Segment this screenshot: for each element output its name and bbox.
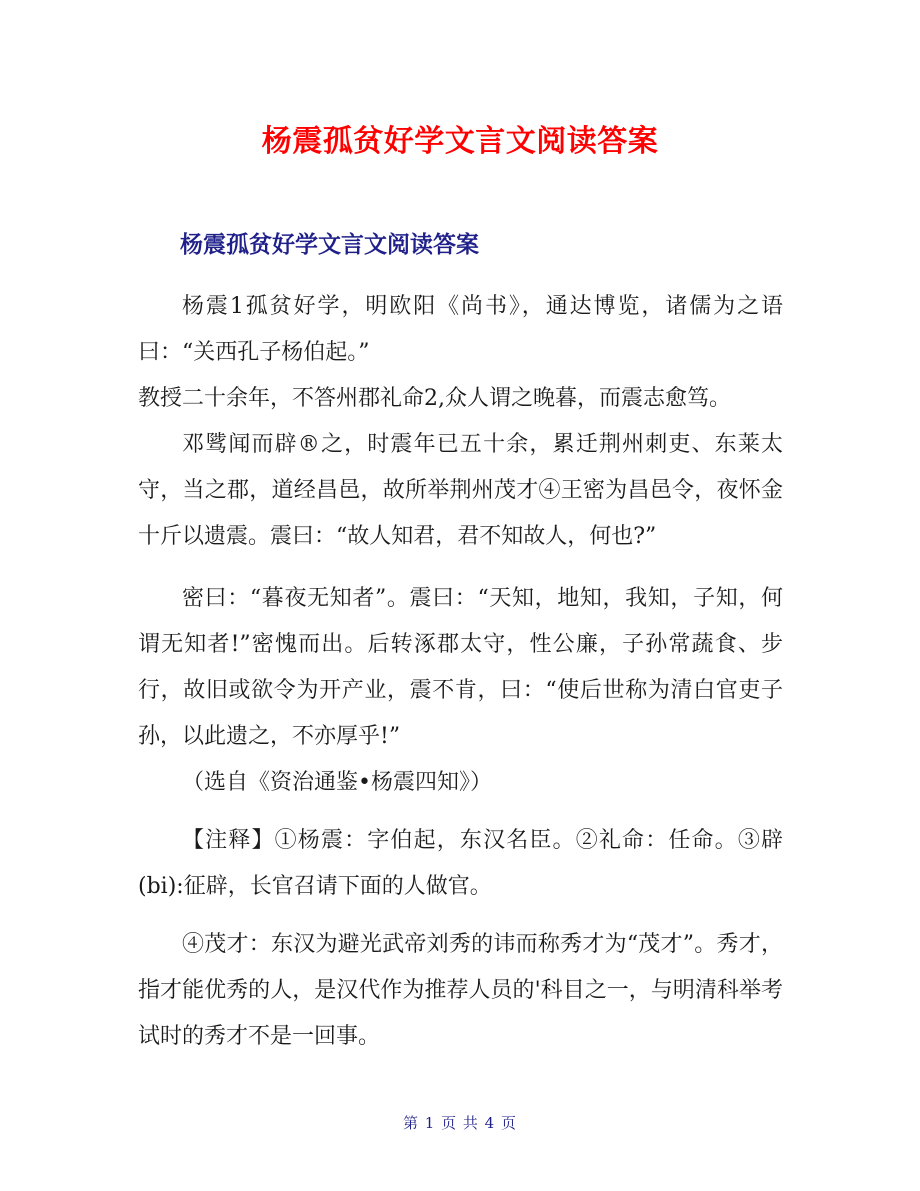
section-heading: 杨震孤贫好学文言文阅读答案 <box>180 232 479 258</box>
paragraph-2: 教授二十余年，不答州郡礼命2,众人谓之晚暮，而震志愈笃。 <box>138 386 731 411</box>
source-citation: （选自《资治通鉴•杨震四知》） <box>182 770 492 795</box>
document-title: 杨震孤贫好学文言文阅读答案 <box>261 124 659 159</box>
paragraph-4: 密曰：“暮夜无知者”。震曰：“天知，地知，我知，子知，何谓无知者!”密愧而出。后转涿郡太守，性公廉，子孙常蔬食、步行，故旧或欲令为开产业，震不肯，曰：“使后世称为清白官吏子孙，以此遗之，不亦厚乎!” <box>138 586 783 749</box>
paragraph-3: 邓骘闻而辟®之，时震年已五十余，累迁荆州刺吏、东莱太守，当之郡，道经昌邑，故所举荆州茂才④王密为昌邑令，夜怀金十斤以遗震。震曰：“故人知君，君不知故人，何也?” <box>138 432 783 549</box>
article-body <box>138 284 783 1060</box>
paragraph-1: 杨震1孤贫好学，明欧阳《尚书》，通达博览，诸儒为之语曰：“关西孔子杨伯起。” <box>138 294 783 365</box>
annotation-paragraph-2: ④茂才：东汉为避光武帝刘秀的讳而称秀才为“茂才”。秀才，指才能优秀的人，是汉代作为推荐人员的'科目之一，与明清科举考试时的秀才不是一回事。 <box>138 932 783 1049</box>
annotation-paragraph-1: 【注释】①杨震：字伯起，东汉名臣。②礼命：任命。③辟(bi):征辟，长官召请下面的人做官。 <box>138 828 783 899</box>
page-number-footer: 第 1 页 共 4 页 <box>403 1114 517 1132</box>
